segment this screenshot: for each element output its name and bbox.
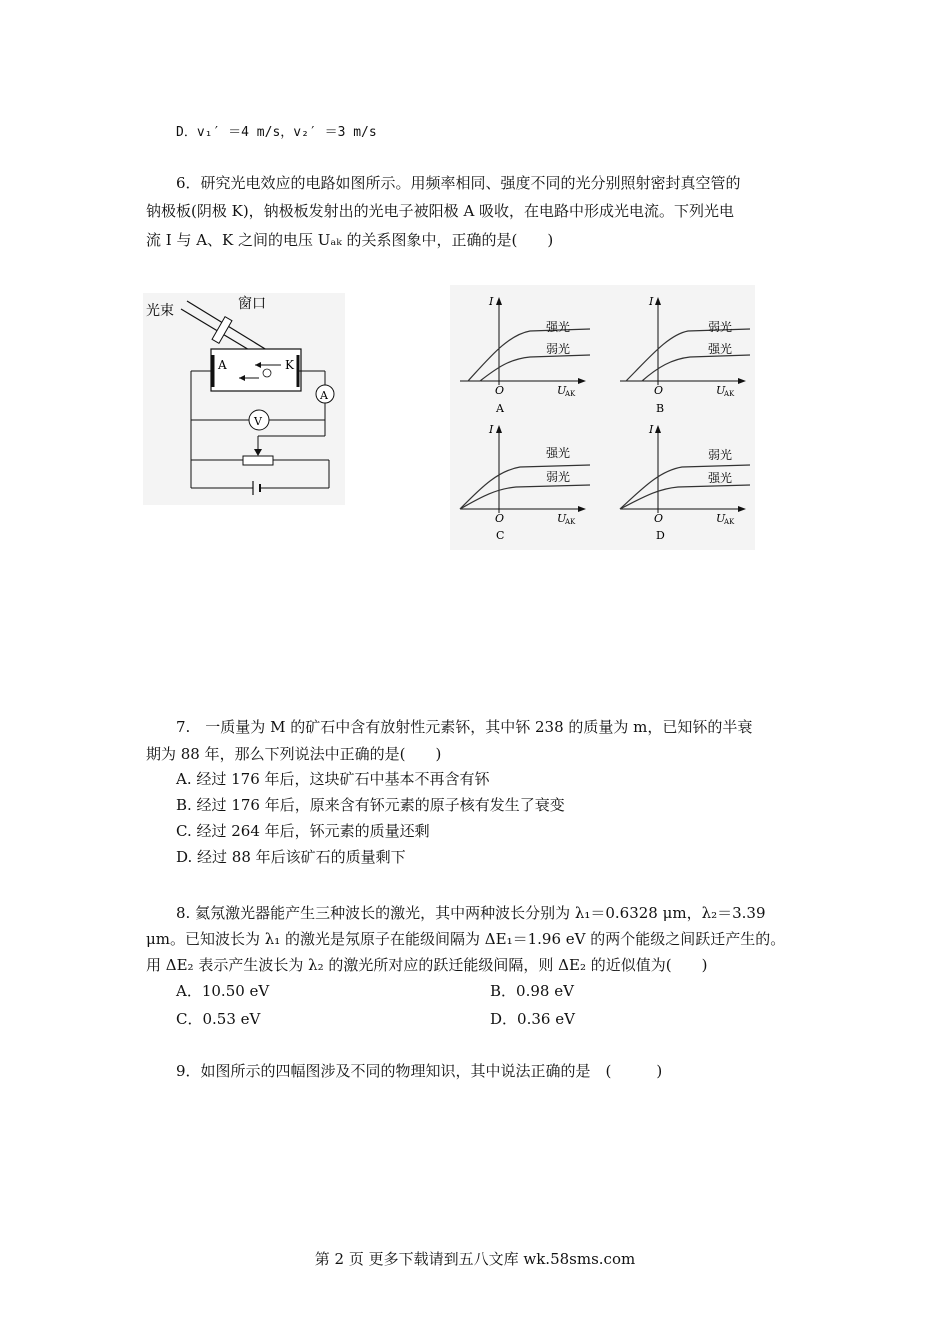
graph-d-axis-y: I bbox=[649, 423, 654, 436]
voltmeter-label: V bbox=[254, 415, 262, 428]
graph-c-axis-x-sub: AK bbox=[565, 518, 576, 526]
q8-text-line1: 8. 氦氖激光器能产生三种波长的激光，其中两种波长分别为 λ₁＝0.6328 μm，λ₂＝3.39 bbox=[176, 904, 766, 922]
graph-c-axis-x: U bbox=[557, 512, 567, 525]
q7-option-a: A. 经过 176 年后，这块矿石中基本不再含有钚 bbox=[176, 770, 490, 788]
graph-d-origin: O bbox=[654, 512, 664, 525]
q7-text-line1: 7. 一质量为 M 的矿石中含有放射性元素钚，其中钚 238 的质量为 m，已知钚的半衰 bbox=[176, 718, 753, 736]
graph-b-top-label: 弱光 bbox=[708, 320, 733, 334]
graph-b-axis-y: I bbox=[649, 295, 654, 308]
ammeter-label: A bbox=[320, 389, 328, 402]
q7-option-c: C. 经过 264 年后，钚元素的质量还剩 bbox=[176, 822, 430, 840]
graph-b-axis-x-sub: AK bbox=[724, 390, 735, 398]
graph-a-axis-y: I bbox=[489, 295, 494, 308]
q6-text-line3: 流 I 与 A、K 之间的电压 Uₐₖ 的关系图象中，正确的是( ) bbox=[146, 231, 554, 249]
graph-c-bottom-label: 弱光 bbox=[546, 470, 571, 484]
q6-text-line2: 钠极板(阴极 K)，钠极板发射出的光电子被阳极 A 吸收，在电路中形成光电流。下列光电 bbox=[146, 202, 735, 220]
i-u-graphs bbox=[450, 285, 755, 550]
photoelectric-circuit-diagram bbox=[143, 293, 345, 505]
q8-option-b: B．0.98 eV bbox=[490, 982, 574, 1000]
window-label: 窗口 bbox=[238, 296, 266, 312]
graph-a-bottom-label: 弱光 bbox=[546, 342, 571, 356]
q8-option-c: C．0.53 eV bbox=[176, 1010, 261, 1028]
light-beam-label: 光束 bbox=[146, 303, 174, 319]
q6-text-line1: 6．研究光电效应的电路如图所示。用频率相同、强度不同的光分别照射密封真空管的 bbox=[176, 174, 741, 192]
graph-b-label: B bbox=[656, 402, 665, 415]
graph-d-label: D bbox=[656, 529, 665, 542]
graph-d-bottom-label: 强光 bbox=[708, 471, 733, 485]
q8-option-a: A．10.50 eV bbox=[176, 982, 270, 1000]
q7-option-b: B. 经过 176 年后，原来含有钚元素的原子核有发生了衰变 bbox=[176, 796, 565, 814]
graph-c-label: C bbox=[496, 529, 505, 542]
anode-label: A bbox=[218, 358, 227, 372]
cathode-label: K bbox=[285, 358, 294, 372]
q8-text-line3: 用 ΔE₂ 表示产生波长为 λ₂ 的激光所对应的跃迁能级间隔，则 ΔE₂ 的近似值为( ) bbox=[146, 956, 708, 974]
graph-a-label: A bbox=[496, 402, 504, 415]
graph-a-axis-x: U bbox=[557, 384, 567, 397]
graph-d-axis-x-sub: AK bbox=[724, 518, 735, 526]
q8-text-line2: μm。已知波长为 λ₁ 的激光是氖原子在能级间隔为 ΔE₁＝1.96 eV 的两个能级之间跃迁产生的。 bbox=[146, 930, 786, 948]
q5-option-d: D．v₁′ ＝4 m/s，v₂′ ＝3 m/s bbox=[176, 125, 377, 140]
q7-text-line2: 期为 88 年，那么下列说法中正确的是( ) bbox=[146, 745, 442, 763]
graph-b-axis-x: U bbox=[716, 384, 726, 397]
graph-d-top-label: 弱光 bbox=[708, 448, 733, 462]
graph-c-axis-y: I bbox=[489, 423, 494, 436]
graph-c-top-label: 强光 bbox=[546, 446, 571, 460]
graph-a-origin: O bbox=[495, 384, 505, 397]
q8-option-d: D．0.36 eV bbox=[490, 1010, 575, 1028]
graph-b-bottom-label: 强光 bbox=[708, 342, 733, 356]
graph-a-top-label: 强光 bbox=[546, 320, 571, 334]
q9-text-line1: 9．如图所示的四幅图涉及不同的物理知识，其中说法正确的是 ( ) bbox=[176, 1062, 663, 1080]
graph-c-origin: O bbox=[495, 512, 505, 525]
graph-b-origin: O bbox=[654, 384, 664, 397]
graph-d-axis-x: U bbox=[716, 512, 726, 525]
page-footer: 第 2 页 更多下载请到五八文库 wk.58sms.com bbox=[314, 1250, 636, 1268]
graph-a-axis-x-sub: AK bbox=[565, 390, 576, 398]
q7-option-d: D. 经过 88 年后该矿石的质量剩下 bbox=[176, 848, 406, 866]
